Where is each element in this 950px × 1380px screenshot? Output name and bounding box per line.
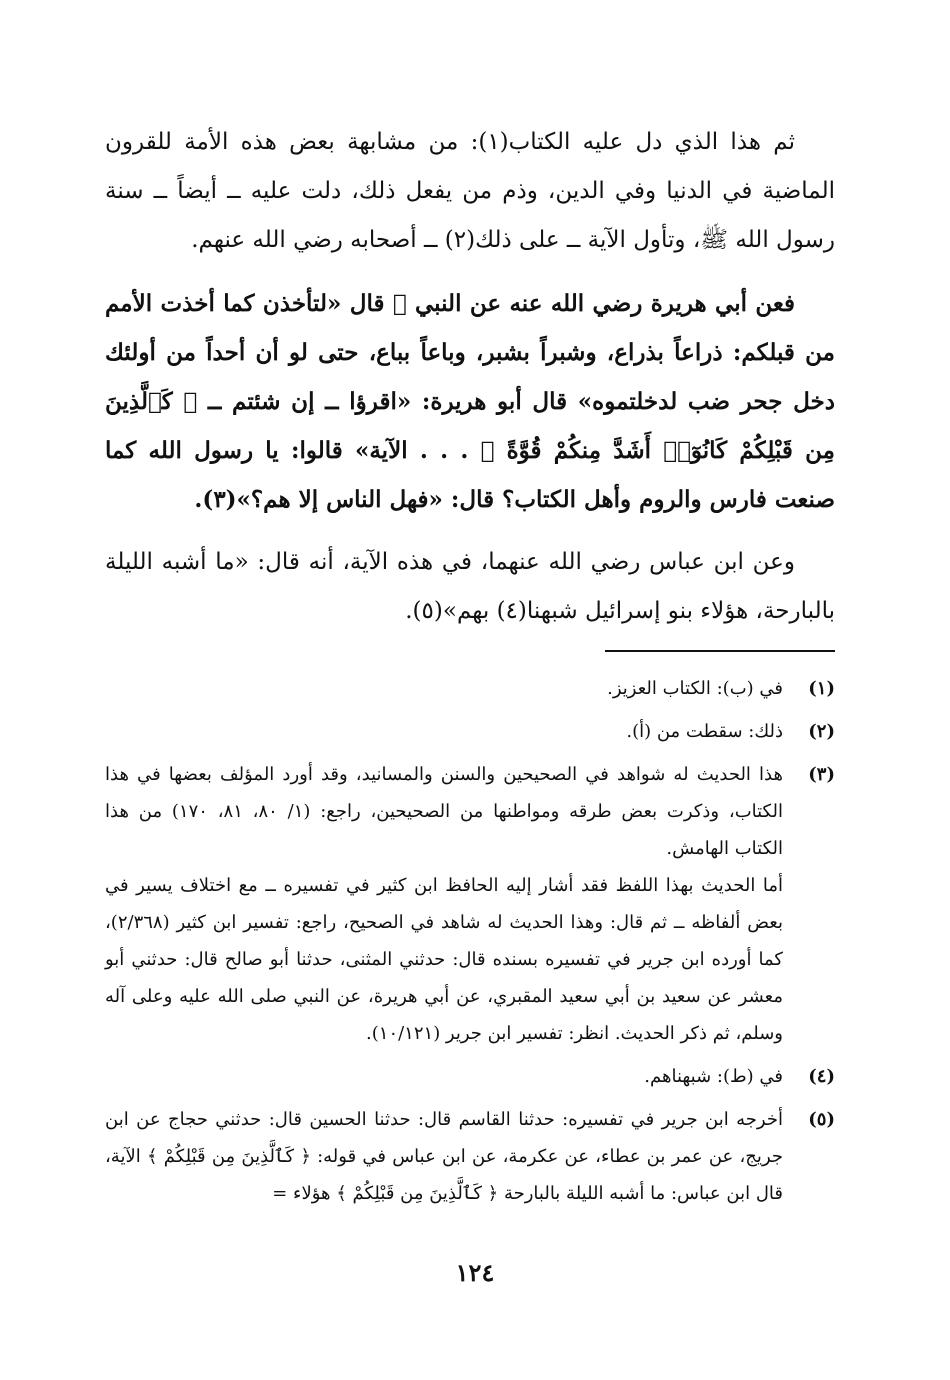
- footnote-divider: [605, 650, 835, 652]
- footnote-number: (٢): [808, 721, 835, 742]
- footnote-text: هذا الحديث له شواهد في الصحيحين والسنن والمسانيد، وقد أورد المؤلف بعضها في هذا الكتاب، وذكرت بعض طرقه ومواطنها من الصحيحين، راجع: (١/ ٨٠، ٨١، ١٧٠) من هذا الكتاب الهامش.: [105, 764, 783, 859]
- footnote-number: (٥): [808, 1109, 835, 1130]
- page-number: ١٢٤: [455, 1258, 495, 1287]
- footnote-number: (٤): [808, 1066, 835, 1087]
- footnote-text: في (ب): الكتاب العزيز.: [607, 678, 783, 699]
- footnote-3: [105, 756, 835, 1052]
- paragraph-3: وعن ابن عباس رضي الله عنهما، في هذه الآية، أنه قال: «ما أشبه الليلة بالبارحة، هؤلاء بنو إسرائيل شبهنا(٤) بهم»(٥).: [105, 549, 835, 624]
- footnote-5: [105, 1101, 835, 1212]
- footnote-2: [105, 713, 835, 750]
- page-content: [105, 118, 835, 1218]
- footnote-continuation: أما الحديث بهذا اللفظ فقد أشار إليه الحافظ ابن كثير في تفسيره ــ مع اختلاف يسير في بعض ألفاظه ــ ثم قال: وهذا الحديث له شاهد في الصحيح، راجع: تفسير ابن كثير (٢/٣٦٨)، كما أورده ابن جرير في تفسيره بسنده قال: حدثني المثنى، حدثنا أبو صالح قال: حدثني أبو معشر عن سعيد بن أبي سعيد المقبري، عن أبي هريرة، عن النبي صلى الله عليه وعلى آله وسلم، ثم ذكر الحديث. انظر: تفسير ابن جرير (١٠/١٢١).: [105, 875, 783, 1044]
- footnotes: [105, 670, 835, 1212]
- footnote-text: ذلك: سقطت من (أ).: [626, 721, 783, 742]
- footnote-text: في (ط): شبهناهم.: [644, 1066, 783, 1087]
- footnote-1: [105, 670, 835, 707]
- paragraph-2: فعن أبي هريرة رضي الله عنه عن النبي ﷺ قال «لتأخذن كما أخذت الأمم من قبلكم: ذراعاً بذراع، وشبراً بشبر، وباعاً بباع، حتى لو أن أحداً من أولئك دخل جحر ضب لدخلتموه» قال أبو هريرة: «اقرؤا ــ إن شئتم ــ ﴿ كَٱلَّذِينَ مِن قَبْلِكُمْ كَانُوٓا۟ أَشَدَّ مِنكُمْ قُوَّةً ﴾ . . . الآية» قالوا: يا رسول الله كما صنعت فارس والروم وأهل الكتاب؟ قال: «فهل الناس إلا هم؟»(٣).: [105, 290, 835, 513]
- footnote-number: (٣): [808, 764, 835, 785]
- footnote-4: [105, 1058, 835, 1095]
- footnote-text: أخرجه ابن جرير في تفسيره: حدثنا القاسم قال: حدثنا الحسين قال: حدثني حجاج عن ابن جريج، عن عمر بن عطاء، عن عكرمة، عن ابن عباس في قوله: ﴿ كَٱلَّذِينَ مِن قَبْلِكُمْ ﴾ الآية، قال ابن عباس: ما أشبه الليلة بالبارحة ﴿ كَٱلَّذِينَ مِن قَبْلِكُمْ ﴾ هؤلاء =: [105, 1109, 783, 1204]
- paragraph-1: ثم هذا الذي دل عليه الكتاب(١): من مشابهة بعض هذه الأمة للقرون الماضية في الدنيا وفي الدين، وذم من يفعل ذلك، دلت عليه ــ أيضاً ــ سنة رسول الله ﷺ، وتأول الآية ــ على ذلك(٢) ــ أصحابه رضي الله عنهم.: [105, 129, 835, 253]
- footnote-number: (١): [808, 678, 835, 699]
